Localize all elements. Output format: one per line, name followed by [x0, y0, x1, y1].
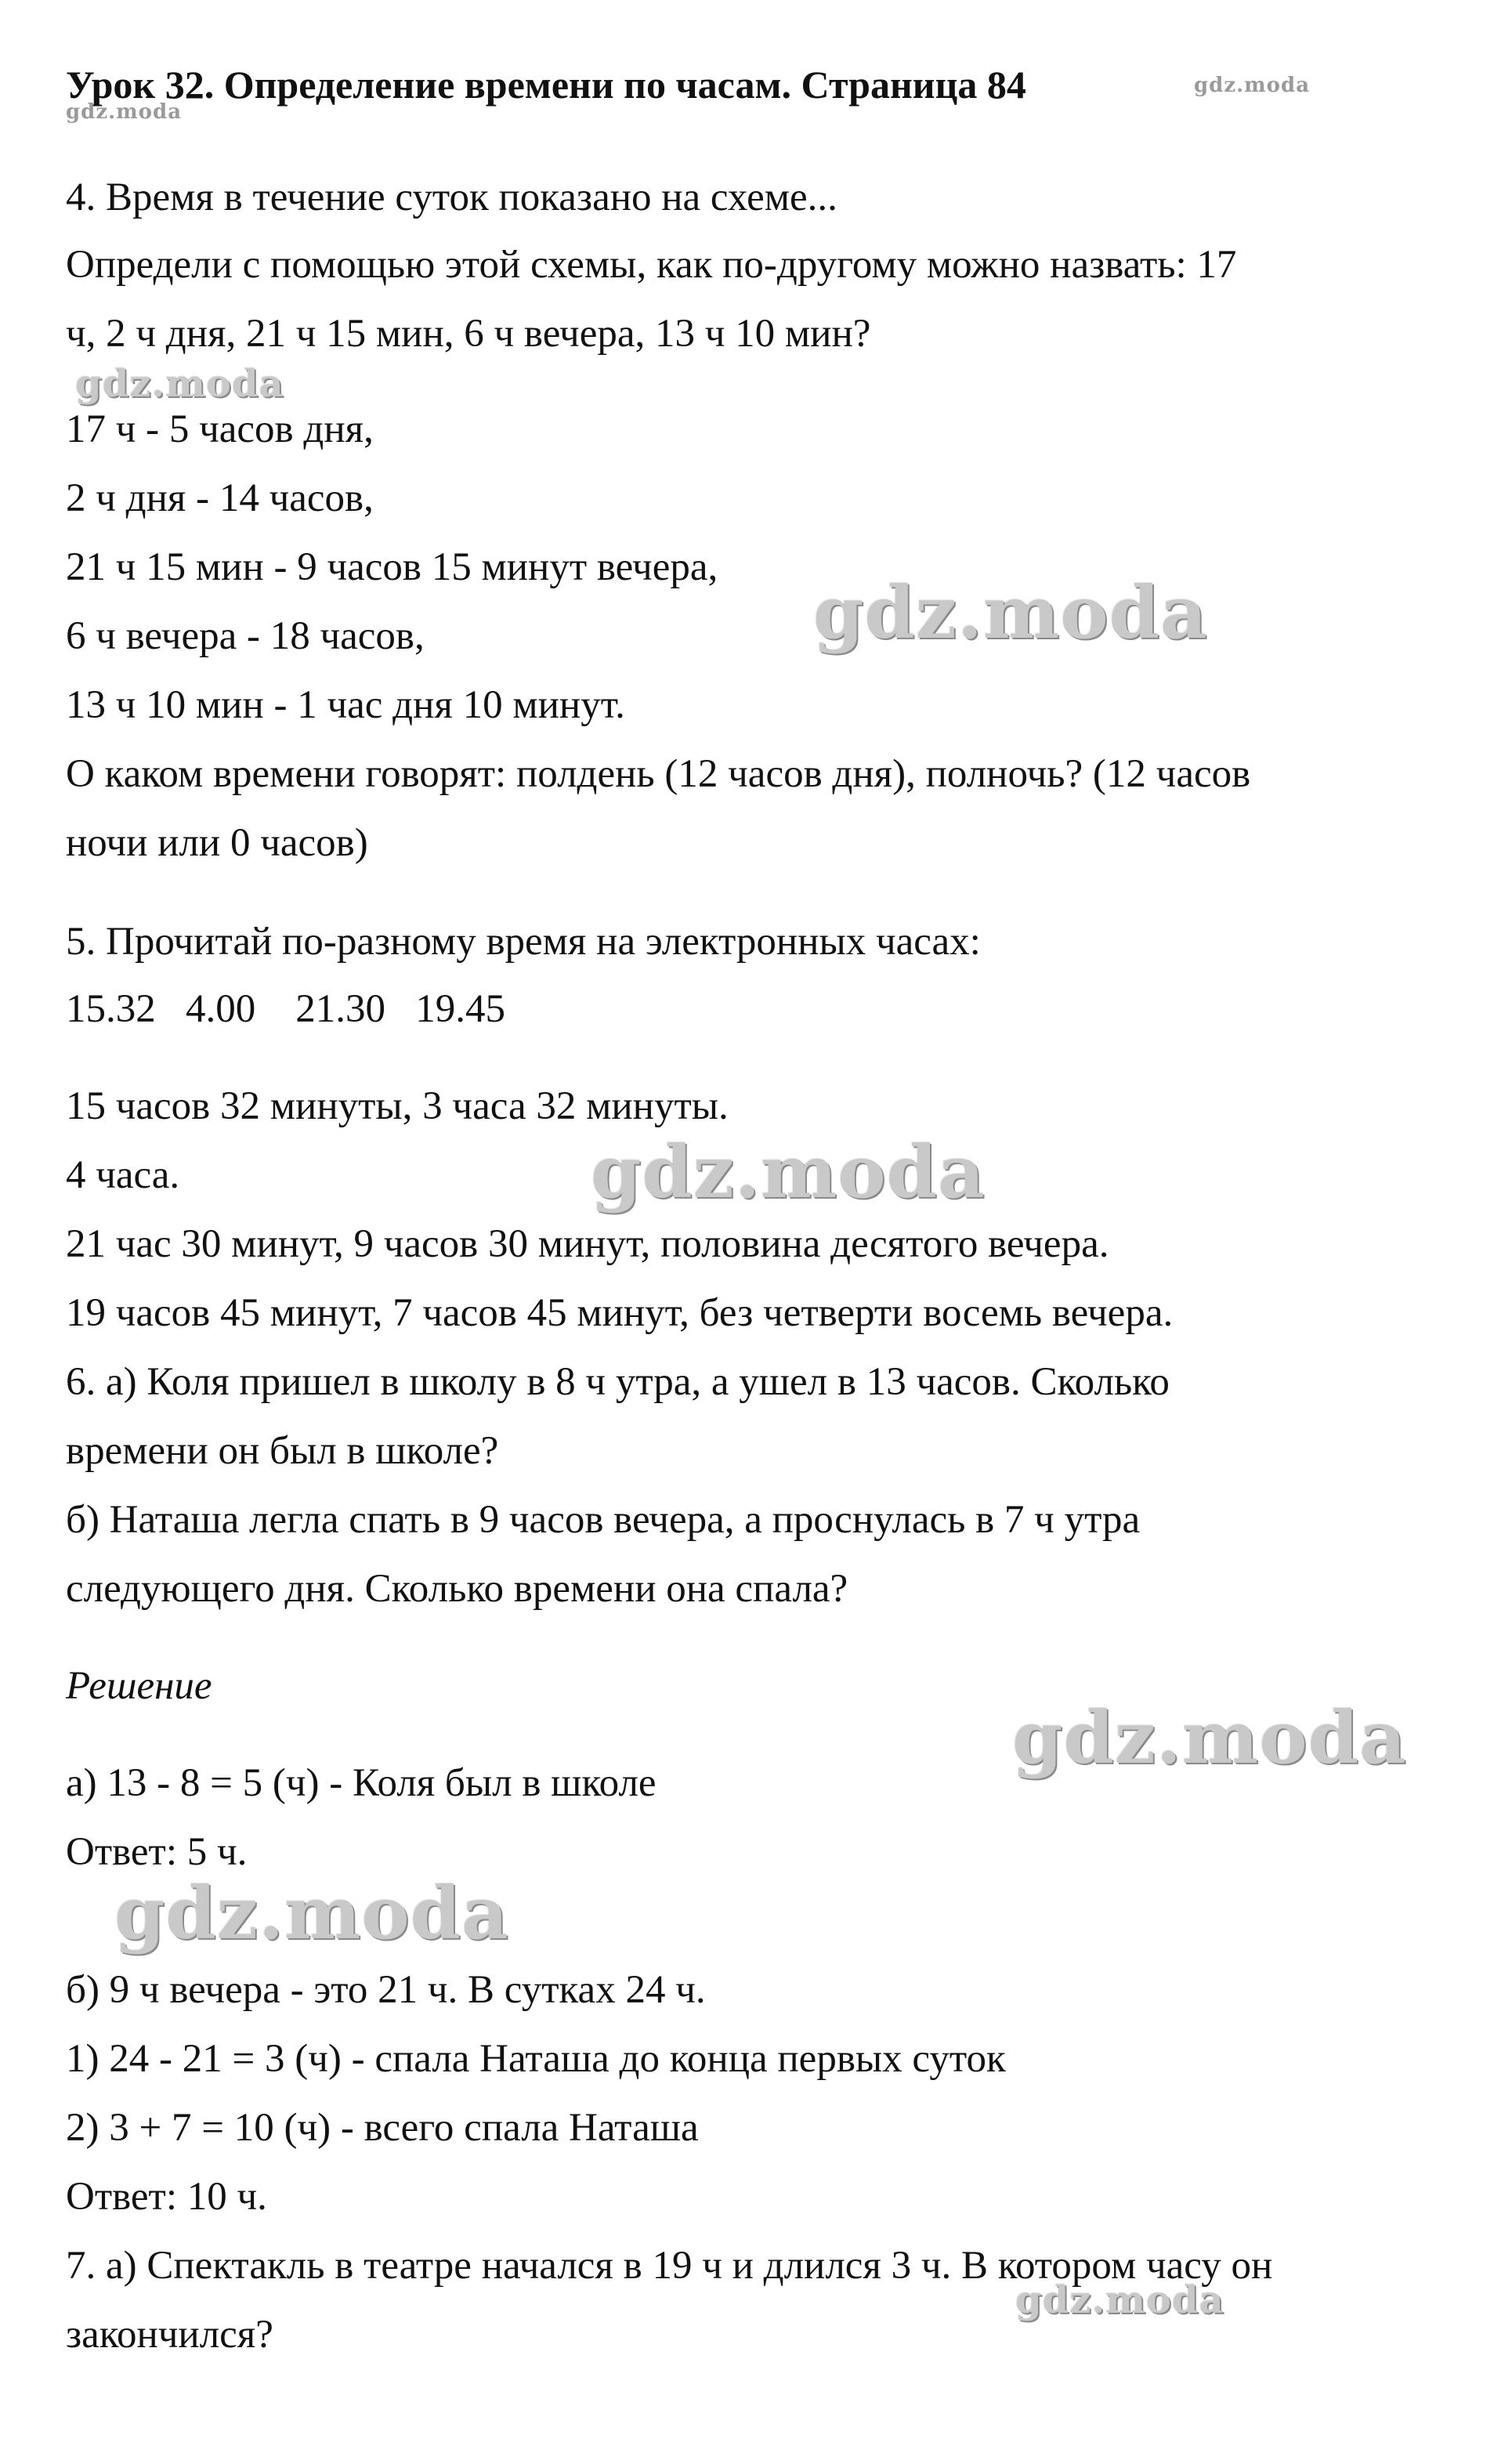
task-6a-solution: а) 13 - 8 = 5 (ч) - Коля был в школе — [66, 1761, 657, 1805]
task-6b-step-1: 1) 24 - 21 = 3 (ч) - спала Наташа до конца первых суток — [66, 2037, 1006, 2081]
watermark: gdz.moda — [114, 1871, 509, 1955]
watermark: gdz.moda — [591, 1130, 986, 1214]
task-7a-question-line-2: закончился? — [66, 2313, 273, 2357]
solution-heading: Решение — [66, 1664, 212, 1708]
task-5-answer-3: 21 час 30 минут, 9 часов 30 минут, половина десятого вечера. — [66, 1222, 1109, 1266]
task-4-answer-5: 13 ч 10 мин - 1 час дня 10 минут. — [66, 683, 625, 727]
task-4-answer-4: 6 ч вечера - 18 часов, — [66, 614, 425, 658]
task-6a-answer: Ответ: 5 ч. — [66, 1830, 248, 1874]
task-6b-step-2: 2) 3 + 7 = 10 (ч) - всего спала Наташа — [66, 2106, 699, 2150]
task-4-answer-1: 17 ч - 5 часов дня, — [66, 407, 374, 451]
task-4-answer-2: 2 ч дня - 14 часов, — [66, 476, 374, 520]
page-title: Урок 32. Определение времени по часам. Страница 84 — [66, 63, 1026, 107]
watermark: gdz.moda — [1015, 2278, 1224, 2322]
task-5-times: 15.32 4.00 21.30 19.45 — [66, 987, 505, 1031]
task-5-answer-1: 15 часов 32 минуты, 3 часа 32 минуты. — [66, 1084, 729, 1128]
task-4-question-line-1: Определи с помощью этой схемы, как по-другому можно назвать: 17 — [66, 243, 1237, 287]
watermark: gdz.moda — [75, 362, 284, 406]
task-4-heading: 4. Время в течение суток показано на схеме... — [66, 175, 837, 219]
task-6b-answer: Ответ: 10 ч. — [66, 2175, 267, 2219]
watermark: gdz.moda — [1012, 1695, 1407, 1780]
task-7a-question-line-1: 7. а) Спектакль в театре начался в 19 ч и длился 3 ч. В котором часу он — [66, 2244, 1273, 2288]
task-4-extra-question-line-1: О каком времени говорят: полдень (12 часов дня), полночь? (12 часов — [66, 752, 1251, 796]
task-6b-solution-intro: б) 9 ч вечера - это 21 ч. В сутках 24 ч. — [66, 1968, 706, 2012]
task-5-answer-2: 4 часа. — [66, 1153, 180, 1197]
task-4-answer-3: 21 ч 15 мин - 9 часов 15 минут вечера, — [66, 545, 718, 589]
task-6a-question-line-2: времени он был в школе? — [66, 1429, 499, 1473]
task-5-heading: 5. Прочитай по-разному время на электронных часах: — [66, 920, 981, 964]
task-6b-question-line-2: следующего дня. Сколько времени она спала? — [66, 1567, 848, 1611]
watermark: gdz.moda — [1194, 74, 1311, 97]
watermark: gdz.moda — [813, 570, 1208, 655]
task-6b-question-line-1: б) Наташа легла спать в 9 часов вечера, а проснулась в 7 ч утра — [66, 1498, 1141, 1542]
task-4-extra-question-line-2: ночи или 0 часов) — [66, 821, 368, 865]
task-5-answer-4: 19 часов 45 минут, 7 часов 45 минут, без четверти восемь вечера. — [66, 1291, 1174, 1335]
watermark: gdz.moda — [66, 100, 183, 124]
task-4-question-line-2: ч, 2 ч дня, 21 ч 15 мин, 6 ч вечера, 13 ч 10 мин? — [66, 312, 871, 356]
task-6a-question-line-1: 6. а) Коля пришел в школу в 8 ч утра, а ушел в 13 часов. Сколько — [66, 1360, 1170, 1404]
